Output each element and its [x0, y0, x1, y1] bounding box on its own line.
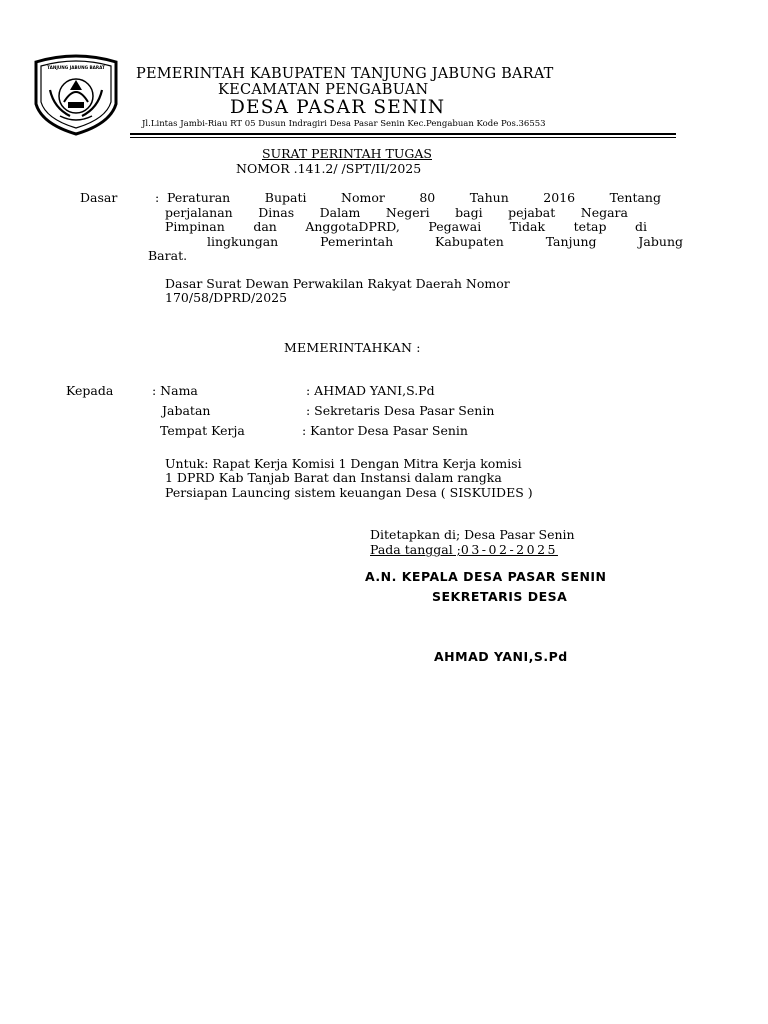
field-value-nama: : AHMAD YANI,S.Pd: [306, 383, 435, 398]
issued-date-value: 03-02-2025: [460, 542, 558, 557]
dasar-line: lingkungan Pemerintah Kabupaten Tanjung Jabung: [207, 234, 683, 249]
logo-text: TANJUNG JABUNG BARAT: [47, 65, 105, 70]
dasar-line: Barat.: [148, 248, 188, 263]
dasar-second-line: Dasar Surat Dewan Perwakilan Rakyat Daerah Nomor: [165, 276, 510, 291]
field-label-jabatan: Jabatan: [162, 403, 211, 418]
dasar-line: Pimpinan dan AnggotaDPRD, Pegawai Tidak tetap di: [165, 219, 647, 234]
regency-emblem-logo: [30, 52, 122, 136]
letterhead-district: KECAMATAN PENGABUAN: [218, 82, 429, 98]
dasar-line: perjalanan Dinas Dalam Negeri bagi pejabat Negara: [165, 205, 628, 220]
field-label-nama: : Nama: [152, 383, 198, 398]
dasar-line: Peraturan Bupati Nomor 80 Tahun 2016 Tentang: [167, 190, 661, 205]
purpose-line: 1 DPRD Kab Tanjab Barat dan Instansi dalam rangka: [165, 470, 502, 485]
letterhead-address: Jl.Lintas Jambi-Riau RT 05 Dusun Indragiri Desa Pasar Senin Kec.Pengabuan Kode Pos.36553: [142, 119, 546, 129]
issued-date: [370, 542, 558, 557]
document-number: NOMOR .141.2/ /SPT/II/2025: [236, 161, 422, 176]
instruction-heading: MEMERINTAHKAN :: [284, 340, 421, 355]
dasar-colon: :: [155, 190, 160, 205]
letterhead-village: DESA PASAR SENIN: [230, 97, 446, 118]
purpose-line: Persiapan Launcing sistem keuangan Desa ( SISKUIDES ): [165, 485, 533, 500]
letterhead-divider: [130, 133, 676, 135]
issued-place: Ditetapkan di; Desa Pasar Senin: [370, 527, 575, 542]
signer-position: SEKRETARIS DESA: [432, 589, 568, 604]
field-label-tempat-kerja: Tempat Kerja: [160, 423, 245, 438]
document-title: SURAT PERINTAH TUGAS: [262, 146, 432, 161]
dasar-second-line: 170/58/DPRD/2025: [165, 290, 288, 305]
issued-date-label: Pada tanggal ;: [370, 542, 461, 557]
dasar-label: Dasar: [80, 190, 118, 205]
letterhead-divider-thin: [130, 137, 676, 138]
field-value-jabatan: : Sekretaris Desa Pasar Senin: [306, 403, 495, 418]
letterhead-government: PEMERINTAH KABUPATEN TANJUNG JABUNG BARAT: [136, 66, 554, 82]
signer-name: AHMAD YANI,S.Pd: [434, 649, 568, 664]
signer-title: A.N. KEPALA DESA PASAR SENIN: [365, 569, 607, 584]
purpose-line: Untuk: Rapat Kerja Komisi 1 Dengan Mitra Kerja komisi: [165, 456, 522, 471]
field-value-tempat-kerja: : Kantor Desa Pasar Senin: [302, 423, 468, 438]
kepada-label: Kepada: [66, 383, 114, 398]
